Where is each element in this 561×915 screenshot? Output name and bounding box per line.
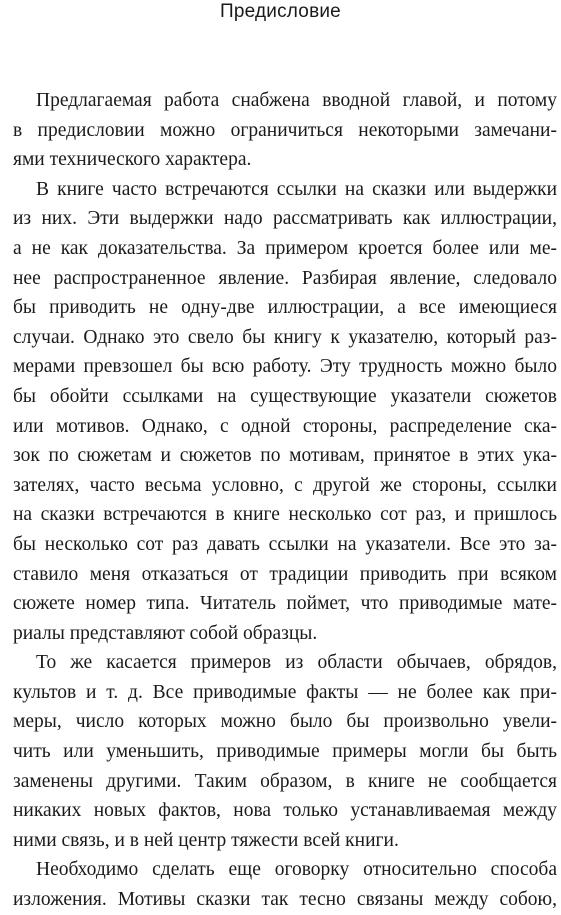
text-line: ставило меня отказаться от традиции приводить при всяком xyxy=(13,563,557,585)
text-line: сюжете номер типа. Читатель поймет, что приводимые мате- xyxy=(13,593,557,615)
text-line: случаи. Однако это свело бы книгу к указателю, который раз- xyxy=(13,326,557,348)
body-text xyxy=(13,86,557,915)
text-line: зок по сюжетам и сюжетов по мотивам, принятое в этих ука- xyxy=(13,445,557,467)
text-line: ними связь, и в ней центр тяжести всей книги. xyxy=(13,829,399,851)
text-line: никаких новых фактов, нова только устанавливаемая между xyxy=(13,800,557,822)
page-title: Предисловие xyxy=(220,1,341,22)
text-line: ями технического характера. xyxy=(13,149,252,171)
text-line: меры, число которых можно было бы произвольно увели- xyxy=(13,711,557,733)
text-line: на сказки встречаются в книге несколько сот раз, и пришлось xyxy=(13,504,557,526)
text-line: или мотивов. Однако, с одной стороны, распределение ска- xyxy=(13,415,557,437)
text-line: нее распространенное явление. Разбирая явление, следовало xyxy=(13,267,557,289)
text-line: а не как доказательства. За примером кроется более или ме- xyxy=(13,237,557,259)
text-line: бы обойти ссылками на существующие указатели сюжетов xyxy=(13,385,557,407)
text-line: мерами превзошел бы всю работу. Эту трудность можно было xyxy=(13,356,557,378)
text-line: риалы представляют собой образцы. xyxy=(13,622,318,644)
text-line: изложения. Мотивы сказки так тесно связаны между собою, xyxy=(13,889,557,911)
text-line: Необходимо сделать еще оговорку относительно способа xyxy=(36,859,557,881)
text-line: культов и т. д. Все приводимые факты — не более как при- xyxy=(13,681,557,703)
text-line: зателях, часто весьма условно, с другой же стороны, ссылки xyxy=(13,474,557,496)
text-line: бы приводить не одну-две иллюстрации, а все имеющиеся xyxy=(13,297,557,319)
text-line: Предлагаемая работа снабжена вводной главой, и потому xyxy=(36,90,557,111)
text-line: То же касается примеров из области обычаев, обрядов, xyxy=(36,652,557,674)
text-line: из них. Эти выдержки надо рассматривать как иллюстрации, xyxy=(13,208,557,230)
text-line: В книге часто встречаются ссылки на сказки или выдержки xyxy=(36,178,557,200)
text-line: в предисловии можно ограничиться некоторыми замечани- xyxy=(13,119,557,141)
text-line: заменены другими. Таким образом, в книге не сообщается xyxy=(13,770,557,792)
text-line: чить или уменьшить, приводимые примеры могли бы быть xyxy=(13,741,557,763)
text-line: бы несколько сот раз давать ссылки на указатели. Все это за- xyxy=(13,533,557,555)
